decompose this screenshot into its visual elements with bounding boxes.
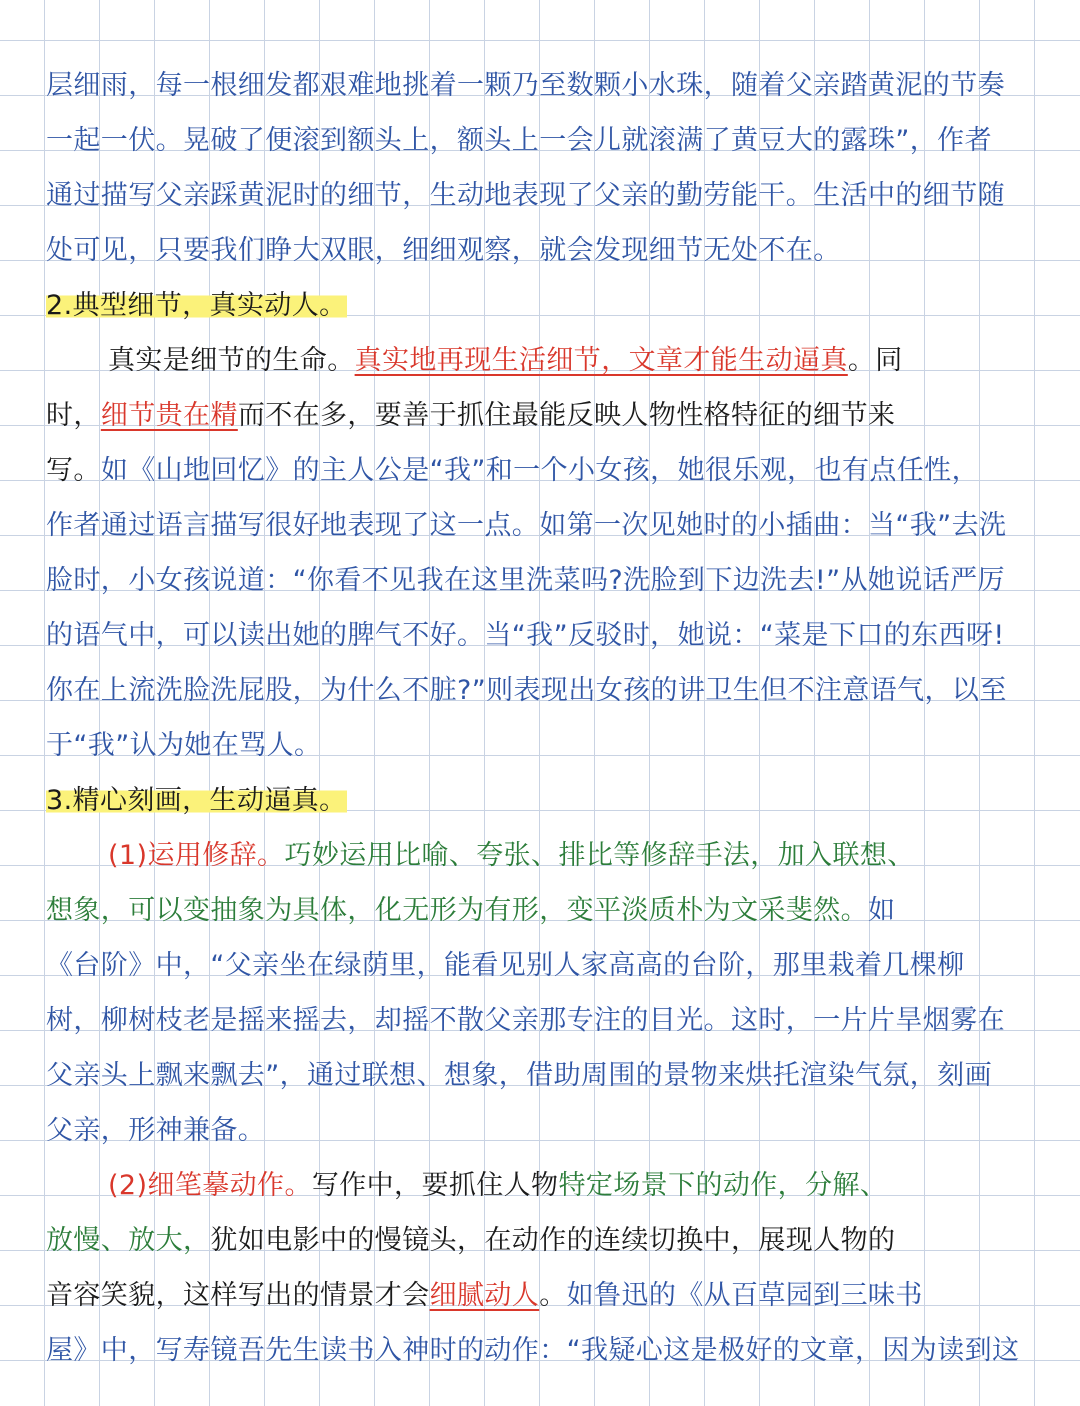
note-text-segment: 如 [868, 895, 896, 926]
note-line [46, 773, 1036, 828]
note-text-segment: 父亲头上飘来飘去”，通过联想、想象，借助周围的景物来烘托渲染气氛，刻画 [46, 1060, 992, 1091]
note-text-segment: 于“我”认为她在骂人。 [46, 730, 322, 761]
note-text-segment: 放慢、放大， [46, 1225, 211, 1256]
note-text-segment: 真实地再现生活细节，文章才能生动逼真 [354, 345, 848, 376]
page-top-rule [44, 40, 1036, 41]
note-text-segment: 如鲁迅的《从百草园到三味书 [566, 1280, 923, 1311]
note-text-segment: 。同 [847, 345, 903, 376]
note-line [46, 883, 1036, 938]
note-line [46, 1268, 1036, 1323]
note-text-segment: 。 [539, 1280, 567, 1311]
note-line [46, 938, 1036, 993]
note-text-segment: 层细雨，每一根细发都艰难地挑着一颗乃至数颗小水珠，随着父亲踏黄泥的节奏 [46, 70, 1005, 101]
note-text-segment: (1)运用修辞。 [108, 840, 285, 871]
section-heading: 2.典型细节，真实动人。 [46, 290, 347, 321]
note-text-segment: 《台阶》中，“父亲坐在绿荫里，能看见别人家高高的台阶，那里栽着几棵柳 [46, 950, 965, 981]
note-text-segment: 屋》中，写寿镜吾先生读书入神时的动作：“我疑心这是极好的文章，因为读到这 [46, 1335, 1020, 1366]
note-line [46, 1213, 1036, 1268]
note-line [46, 1158, 1036, 1213]
note-text-segment: 如《山地回忆》的主人公是“我”和一个小女孩，她很乐观，也有点任性， [100, 455, 979, 486]
note-text-segment: 通过描写父亲踩黄泥时的细节，生动地表现了父亲的勤劳能干。生活中的细节随 [46, 180, 1005, 211]
note-line [46, 168, 1036, 223]
note-text-segment: 写作中，要抓住人物 [311, 1170, 559, 1201]
note-text-segment: 脸时，小女孩说道：“你看不见我在这里洗菜吗?洗脸到下边洗去!”从她说话严厉 [46, 565, 1005, 596]
note-line [46, 663, 1036, 718]
section-heading: 3.精心刻画，生动逼真。 [46, 785, 347, 816]
note-line [46, 1103, 1036, 1158]
note-text-segment: 真实是细节的生命。 [108, 345, 355, 376]
note-line [46, 718, 1036, 773]
note-text-segment: 一起一伏。晃破了便滚到额头上，额头上一会儿就滚满了黄豆大的露珠”，作者 [46, 125, 992, 156]
note-text-segment: 细节贵在精 [100, 400, 238, 431]
note-text-segment: 的语气中，可以读出她的脾气不好。当“我”反驳时，她说：“菜是下口的东西呀! [46, 620, 1005, 651]
note-text-segment: 巧妙运用比喻、夸张、排比等修辞手法，加入联想、 [284, 840, 915, 871]
note-text-segment: (2)细笔摹动作。 [108, 1170, 312, 1201]
note-line [46, 993, 1036, 1048]
note-line [46, 223, 1036, 278]
note-text-block [46, 58, 1036, 1378]
note-text-segment: 想象，可以变抽象为具体，化无形为有形，变平淡质朴为文采斐然。 [46, 895, 868, 926]
note-line [46, 608, 1036, 663]
note-line [46, 113, 1036, 168]
note-line [46, 1048, 1036, 1103]
note-line [46, 1323, 1036, 1378]
note-line [46, 58, 1036, 113]
note-line [46, 828, 1036, 883]
note-line [46, 553, 1036, 608]
note-line [46, 498, 1036, 553]
note-text-segment: 犹如电影中的慢镜头，在动作的连续切换中，展现人物的 [210, 1225, 896, 1256]
note-text-segment: 特定场景下的动作，分解、 [558, 1170, 888, 1201]
note-text-segment: 作者通过语言描写很好地表现了这一点。如第一次见她时的小插曲：当“我”去洗 [46, 510, 1007, 541]
note-text-segment: 父亲，形神兼备。 [46, 1115, 266, 1146]
note-text-segment: 时， [46, 400, 101, 431]
note-line [46, 388, 1036, 443]
note-text-segment: 而不在多，要善于抓住最能反映人物性格特征的细节来 [237, 400, 896, 431]
note-line [46, 443, 1036, 498]
note-text-segment: 音容笑貌，这样写出的情景才会 [46, 1280, 430, 1311]
note-text-segment: 你在上流洗脸洗屁股，为什么不脏?”则表现出女孩的讲卫生但不注意语气，以至 [46, 675, 1007, 706]
note-text-segment: 写。 [46, 455, 101, 486]
note-line [46, 278, 1036, 333]
note-line [46, 333, 1036, 388]
note-text-segment: 处可见，只要我们睁大双眼，细细观察，就会发现细节无处不在。 [46, 235, 841, 266]
note-text-segment: 树，柳树枝老是摇来摇去，却摇不散父亲那专注的目光。这时，一片片旱烟雾在 [46, 1005, 1005, 1036]
note-text-segment: 细腻动人 [429, 1280, 540, 1311]
